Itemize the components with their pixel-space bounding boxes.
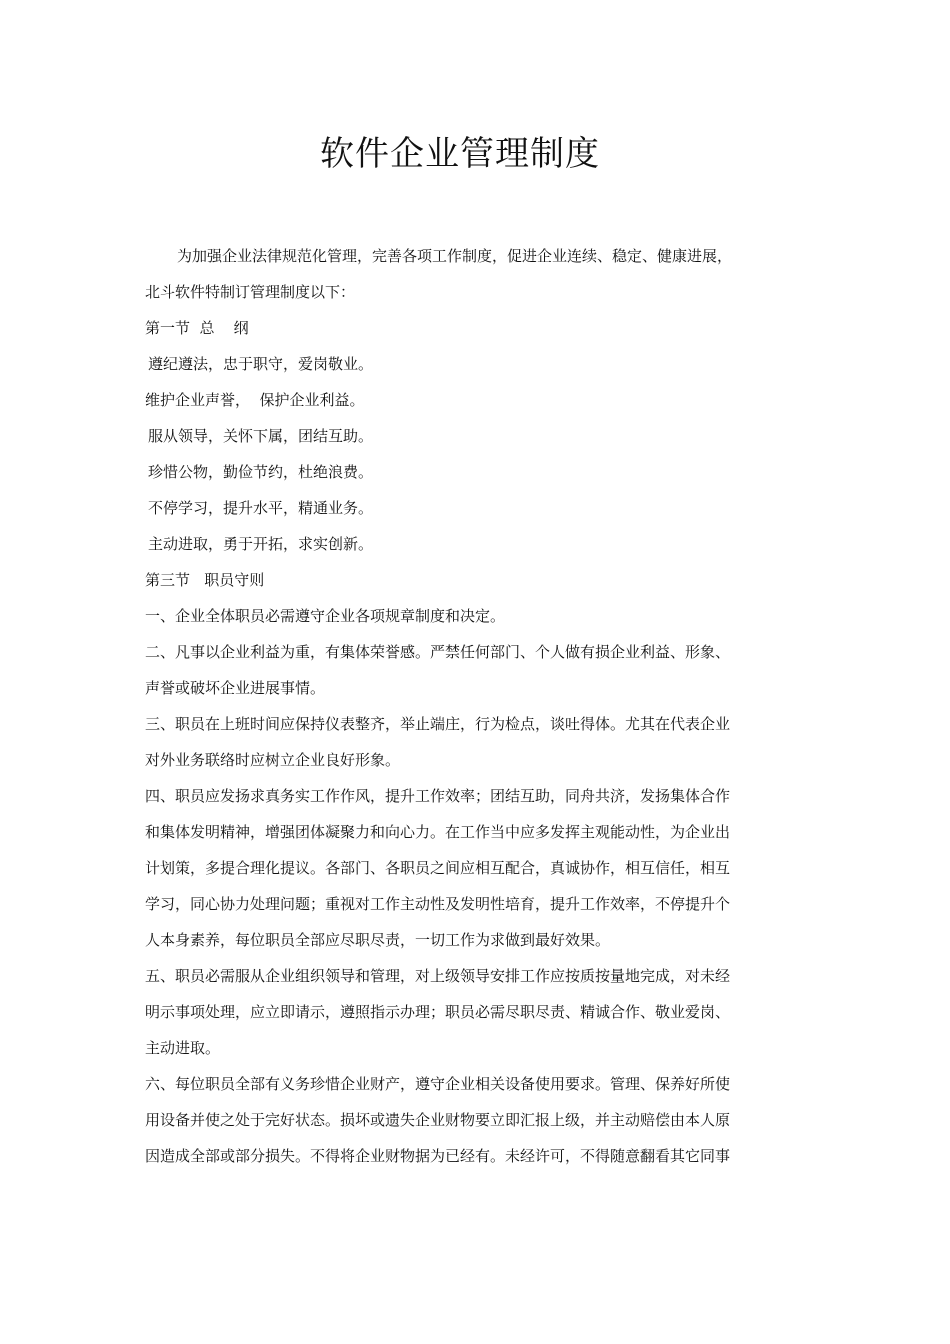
- principle-item: 遵纪遵法，忠于职守，爱岗敬业。: [148, 355, 374, 373]
- intro-paragraph-line: 北斗软件特制订管理制度以下：: [145, 283, 356, 301]
- rule-paragraph-line: 人本身素养，每位职员全部应尽职尽责，一切工作为求做到最好效果。: [145, 931, 611, 949]
- section-heading: 第一节 总 纲: [145, 319, 249, 337]
- rule-paragraph-line: 明示事项处理，应立即请示，遵照指示办理；职员必需尽职尽责、精诚合作、敬业爱岗、: [145, 1003, 731, 1021]
- intro-paragraph-line: 为加强企业法律规范化管理，完善各项工作制度，促进企业连续、稳定、健康进展，: [177, 247, 733, 265]
- principle-item: 不停学习，提升水平，精通业务。: [148, 499, 374, 517]
- rule-paragraph-line: 五、职员必需服从企业组织领导和管理，对上级领导安排工作应按质按量地完成，对未经: [145, 967, 731, 985]
- rule-paragraph-line: 和集体发明精神，增强团体凝聚力和向心力。在工作当中应多发挥主观能动性，为企业出: [145, 823, 731, 841]
- rule-paragraph-line: 对外业务联络时应树立企业良好形象。: [145, 751, 401, 769]
- principle-item: 维护企业声誉， 保护企业利益。: [145, 391, 365, 409]
- document-title: 软件企业管理制度: [320, 134, 600, 174]
- rule-paragraph-line: 用设备并使之处于完好状态。损坏或遗失企业财物要立即汇报上级，并主动赔偿由本人原: [145, 1111, 731, 1129]
- rule-paragraph-line: 主动进取。: [145, 1039, 221, 1057]
- rule-paragraph-line: 四、职员应发扬求真务实工作作风，提升工作效率；团结互助，同舟共济，发扬集体合作: [145, 787, 731, 805]
- rule-paragraph-line: 因造成全部或部分损失。不得将企业财物据为已经有。未经许可，不得随意翻看其它同事: [145, 1147, 731, 1165]
- rule-paragraph-line: 二、凡事以企业利益为重，有集体荣誉感。严禁任何部门、个人做有损企业利益、形象、: [145, 643, 731, 661]
- rule-paragraph-line: 学习，同心协力处理问题；重视对工作主动性及发明性培育，提升工作效率，不停提升个: [145, 895, 731, 913]
- document-body: [145, 238, 815, 1174]
- section-heading: 第三节 职员守则: [145, 571, 265, 589]
- principle-item: 珍惜公物，勤俭节约，杜绝浪费。: [148, 463, 374, 481]
- rule-paragraph-line: 计划策，多提合理化提议。各部门、各职员之间应相互配合，真诚协作，相互信任，相互: [145, 859, 731, 877]
- rule-paragraph-line: 一、企业全体职员必需遵守企业各项规章制度和决定。: [145, 607, 506, 625]
- rule-paragraph-line: 六、每位职员全部有义务珍惜企业财产，遵守企业相关设备使用要求。管理、保养好所使: [145, 1075, 731, 1093]
- principle-item: 主动进取，勇于开拓，求实创新。: [148, 535, 374, 553]
- rule-paragraph-line: 声誉或破坏企业进展事情。: [145, 679, 326, 697]
- principle-item: 服从领导，关怀下属，团结互助。: [148, 427, 374, 445]
- rule-paragraph-line: 三、职员在上班时间应保持仪表整齐，举止端庄，行为检点，谈吐得体。尤其在代表企业: [145, 715, 731, 733]
